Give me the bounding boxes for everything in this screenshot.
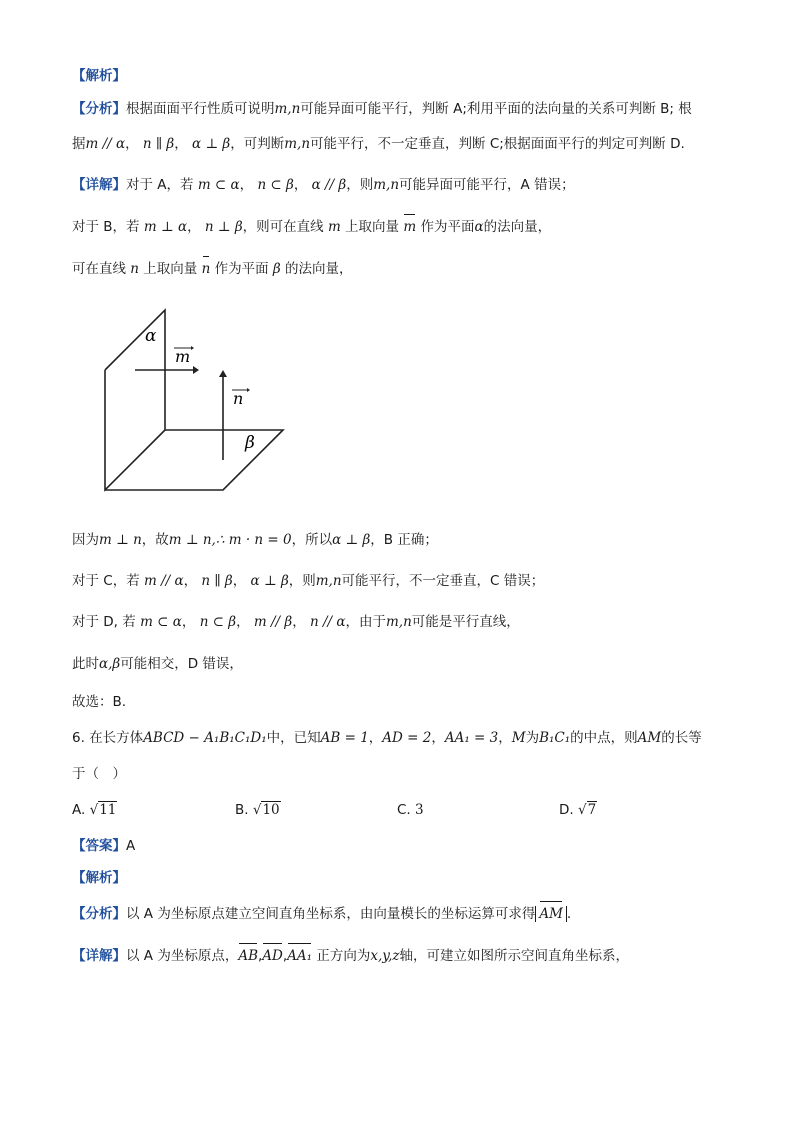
- vector-aa1: AA₁: [287, 948, 313, 964]
- text: ，则: [346, 177, 374, 193]
- text: 可能平行，不一定垂直，C 错误；: [341, 573, 545, 589]
- text: ，所以: [291, 532, 333, 548]
- text: ，: [368, 730, 383, 746]
- text: 对于 A，若: [126, 177, 194, 193]
- arrowhead-n: [219, 370, 227, 377]
- text: ，B 正确；: [370, 532, 438, 548]
- question-number: 6.: [72, 730, 85, 746]
- text: 上取向量: [143, 261, 198, 277]
- math-expr: m ⊥ α: [143, 219, 188, 235]
- detail-line-c: [72, 571, 722, 591]
- text: 可能相交，D 错误，: [120, 656, 243, 672]
- math-expr: AD = 2: [382, 730, 432, 746]
- text: 对于 C，若: [72, 573, 140, 589]
- detail-line-a: [72, 175, 722, 195]
- analysis-line-q6: [72, 904, 722, 924]
- math-m: m: [327, 219, 341, 235]
- question-6-line-1: [72, 728, 722, 748]
- text: 正方向为: [316, 948, 371, 964]
- math-expr: α // β: [311, 177, 347, 193]
- math-expr: B₁C₁: [539, 730, 571, 746]
- tag-jiexi: 【解析】: [72, 68, 126, 84]
- math-expr: n ⊂ β: [199, 614, 237, 630]
- modulus-am: [535, 906, 567, 922]
- text: ，: [236, 614, 250, 630]
- text: ，由于: [345, 614, 386, 630]
- math-parallel: ∥ β: [151, 136, 175, 152]
- text: 对于 D, 若: [72, 614, 136, 630]
- math-parallel: // α: [98, 136, 126, 152]
- tag-jiexi: 【解析】: [72, 870, 126, 886]
- text: 对于 B，若: [72, 219, 140, 235]
- text: 据: [72, 136, 86, 152]
- detail-line-then: [72, 654, 722, 674]
- tag-fenxi: 【分析】: [72, 906, 126, 922]
- detail-line-q6: [72, 946, 722, 966]
- math-expr: n ∥ β: [201, 573, 233, 589]
- text: 根据面面平行性质可说明: [126, 101, 275, 117]
- vector-ab: AB: [238, 948, 258, 964]
- vector-n: n: [201, 261, 211, 277]
- section-heading-analysis-2: [72, 868, 722, 888]
- math-m: M: [511, 730, 526, 746]
- text: 的法向量，: [285, 261, 353, 277]
- math-expr: AA₁ = 3: [444, 730, 499, 746]
- math-mn: m,n: [315, 573, 342, 589]
- text: ，: [232, 573, 247, 589]
- math-mn: m,n: [274, 101, 301, 117]
- label-beta: β: [245, 433, 255, 453]
- option-a-value: 11: [99, 802, 117, 818]
- planes-figure: [95, 305, 295, 500]
- tag-fenxi: 【分析】: [72, 101, 126, 117]
- text: ，: [239, 177, 254, 193]
- text: ，: [498, 730, 512, 746]
- text: 可能平行，不一定垂直，判断 C;根据面面平行的判定可判断 D.: [310, 136, 685, 152]
- option-a: A. √11: [72, 802, 117, 818]
- option-d-value: 7: [587, 802, 597, 818]
- text: 可能异面可能平行，A 错误；: [399, 177, 575, 193]
- text: 的长等: [661, 730, 702, 746]
- text: 于（ ）: [72, 766, 126, 782]
- text: 以 A 为坐标原点，: [126, 948, 239, 964]
- math-expr: m // α: [144, 573, 184, 589]
- text: 可在直线: [72, 261, 126, 277]
- tag-xiangjie: 【详解】: [72, 948, 126, 964]
- math-beta: β: [272, 261, 281, 277]
- math-box: ABCD − A₁B₁C₁D₁: [143, 730, 267, 746]
- label-alpha: α: [145, 326, 157, 346]
- text: 以 A 为坐标原点建立空间直角坐标系，由向量模长的坐标运算可求得: [126, 906, 536, 922]
- detail-line-b: [72, 217, 722, 237]
- text: ，: [125, 136, 139, 152]
- text: ，故: [141, 532, 169, 548]
- math-expr: n ⊂ β: [257, 177, 294, 193]
- text: ，: [181, 614, 196, 630]
- arrowhead-m: [193, 366, 199, 374]
- math-mn: m,n: [385, 614, 412, 630]
- math-mn: m,n: [373, 177, 400, 193]
- math-expr: n ⊥ β: [204, 219, 243, 235]
- text: ，: [293, 177, 308, 193]
- analysis-line-1: [72, 99, 722, 119]
- math-alpha-beta: α,β: [99, 656, 121, 672]
- text: ，: [183, 573, 198, 589]
- text: 中，已知: [266, 730, 321, 746]
- option-c-value: 3: [415, 802, 424, 818]
- math-expr: n // α: [309, 614, 346, 630]
- vector-am: AM: [539, 906, 563, 922]
- detail-line-n: [72, 259, 722, 279]
- text: 上取向量: [345, 219, 400, 235]
- math-expr: m ⊥ n,∴ m · n = 0: [168, 532, 292, 548]
- math-expr: m ⊂ α: [197, 177, 240, 193]
- conclusion-line: [72, 692, 722, 712]
- math-alpha: α: [474, 219, 484, 235]
- text: 轴，可建立如图所示空间直角坐标系，: [399, 948, 630, 964]
- text: 故选：B.: [72, 694, 127, 710]
- question-6-line-2: [72, 764, 722, 784]
- text: ，: [187, 219, 201, 235]
- text: 作为平面: [420, 219, 475, 235]
- answer-value: A: [126, 838, 136, 854]
- math-expr: α ⊥ β: [250, 573, 289, 589]
- vector-m: m: [403, 219, 417, 235]
- text: 此时: [72, 656, 99, 672]
- text: ，: [292, 614, 306, 630]
- plane-beta: [105, 430, 283, 490]
- text: 作为平面: [214, 261, 269, 277]
- label-n: n: [233, 389, 244, 408]
- math-expr: m ⊂ α: [140, 614, 182, 630]
- text: 为: [525, 730, 540, 746]
- math-expr: m // β: [253, 614, 293, 630]
- option-b: B. √10: [235, 802, 280, 818]
- detail-line-d: [72, 612, 722, 632]
- math-expr: α ⊥ β: [332, 532, 371, 548]
- math-m: m: [85, 136, 99, 152]
- section-heading-analysis: [72, 66, 722, 86]
- text: ，则: [288, 573, 316, 589]
- analysis-line-2: [72, 134, 722, 154]
- option-b-value: 10: [262, 802, 280, 818]
- math-n: n: [130, 261, 139, 277]
- text: 在长方体: [89, 730, 144, 746]
- text: ,: [282, 948, 288, 964]
- text: 因为: [72, 532, 99, 548]
- text: 可能是平行直线，: [411, 614, 520, 630]
- math-expr: m ⊥ n: [99, 532, 142, 548]
- option-d: D. √7: [559, 802, 597, 818]
- tag-daan: 【答案】: [72, 838, 126, 854]
- vector-ad: AD: [262, 948, 283, 964]
- math-xyz: x,y,z: [370, 948, 400, 964]
- text: ，: [174, 136, 188, 152]
- math-mn: m,n: [284, 136, 311, 152]
- math-n: n: [142, 136, 152, 152]
- tag-xiangjie: 【详解】: [72, 177, 126, 193]
- math-expr: AM: [637, 730, 662, 746]
- math-expr: AB = 1: [320, 730, 369, 746]
- text: ,: [258, 948, 263, 964]
- detail-line-because: [72, 530, 722, 550]
- option-c: C. 3: [397, 802, 424, 818]
- text: ，: [431, 730, 445, 746]
- text: ，则可在直线: [242, 219, 324, 235]
- text: 的中点，则: [570, 730, 638, 746]
- answer-line: [72, 836, 722, 856]
- text: ，可判断: [230, 136, 285, 152]
- label-m: m: [175, 347, 191, 366]
- text: .: [566, 906, 572, 922]
- text: 可能异面可能平行，判断 A;利用平面的法向量的关系可判断 B; 根: [300, 101, 692, 117]
- text: 的法向量，: [483, 219, 552, 235]
- math-perp: α ⊥ β: [192, 136, 231, 152]
- answer-options: [72, 800, 722, 822]
